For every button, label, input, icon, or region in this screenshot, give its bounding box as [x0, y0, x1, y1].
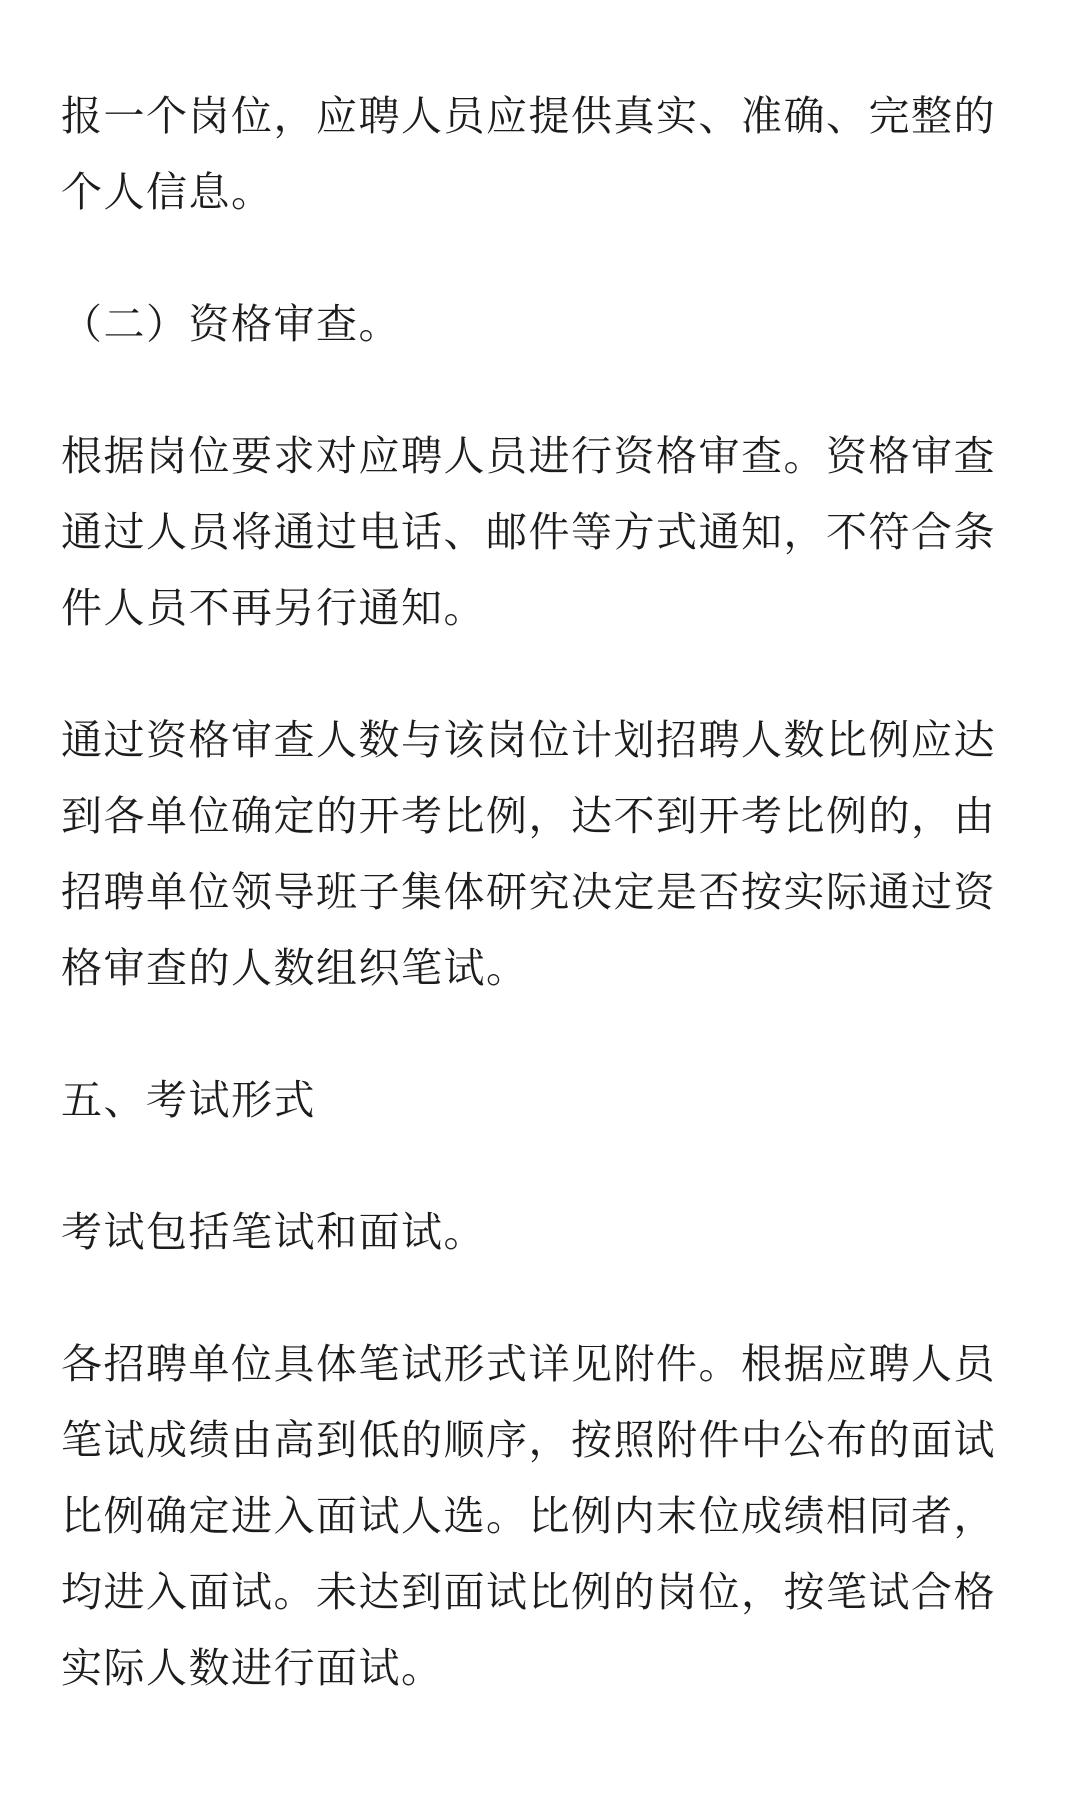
paragraph-personal-info: [61, 78, 1021, 230]
section-heading-exam-format: [61, 1062, 1021, 1138]
text-line: 到各单位确定的开考比例，达不到开考比例的，由: [61, 792, 996, 840]
paragraph-written-exam-details: [61, 1326, 1021, 1706]
section-heading-qualification-review: [61, 286, 1021, 362]
text-line: （二）资格审查。: [61, 300, 401, 348]
article-body: [61, 78, 1021, 1706]
text-line: 五、考试形式: [61, 1076, 316, 1124]
text-line: 各招聘单位具体笔试形式详见附件。根据应聘人员: [61, 1340, 996, 1388]
text-line: 个人信息。: [61, 168, 274, 216]
paragraph-exam-components: [61, 1194, 1021, 1270]
paragraph-qualification-review: [61, 418, 1021, 646]
text-line: 均进入面试。未达到面试比例的岗位，按笔试合格: [61, 1568, 996, 1616]
text-line: 报一个岗位，应聘人员应提供真实、准确、完整的: [61, 92, 996, 140]
text-line: 实际人数进行面试。: [61, 1644, 444, 1692]
text-line: 格审查的人数组织笔试。: [61, 944, 529, 992]
text-line: 件人员不再另行通知。: [61, 584, 486, 632]
text-line: 比例确定进入面试人选。比例内末位成绩相同者，: [61, 1492, 996, 1540]
text-line: 笔试成绩由高到低的顺序，按照附件中公布的面试: [61, 1416, 996, 1464]
text-line: 考试包括笔试和面试。: [61, 1208, 486, 1256]
text-line: 招聘单位领导班子集体研究决定是否按实际通过资: [61, 868, 996, 916]
text-line: 通过人员将通过电话、邮件等方式通知，不符合条: [61, 508, 996, 556]
text-line: 根据岗位要求对应聘人员进行资格审查。资格审查: [61, 432, 996, 480]
text-line: 通过资格审查人数与该岗位计划招聘人数比例应达: [61, 716, 996, 764]
paragraph-exam-ratio: [61, 702, 1021, 1006]
